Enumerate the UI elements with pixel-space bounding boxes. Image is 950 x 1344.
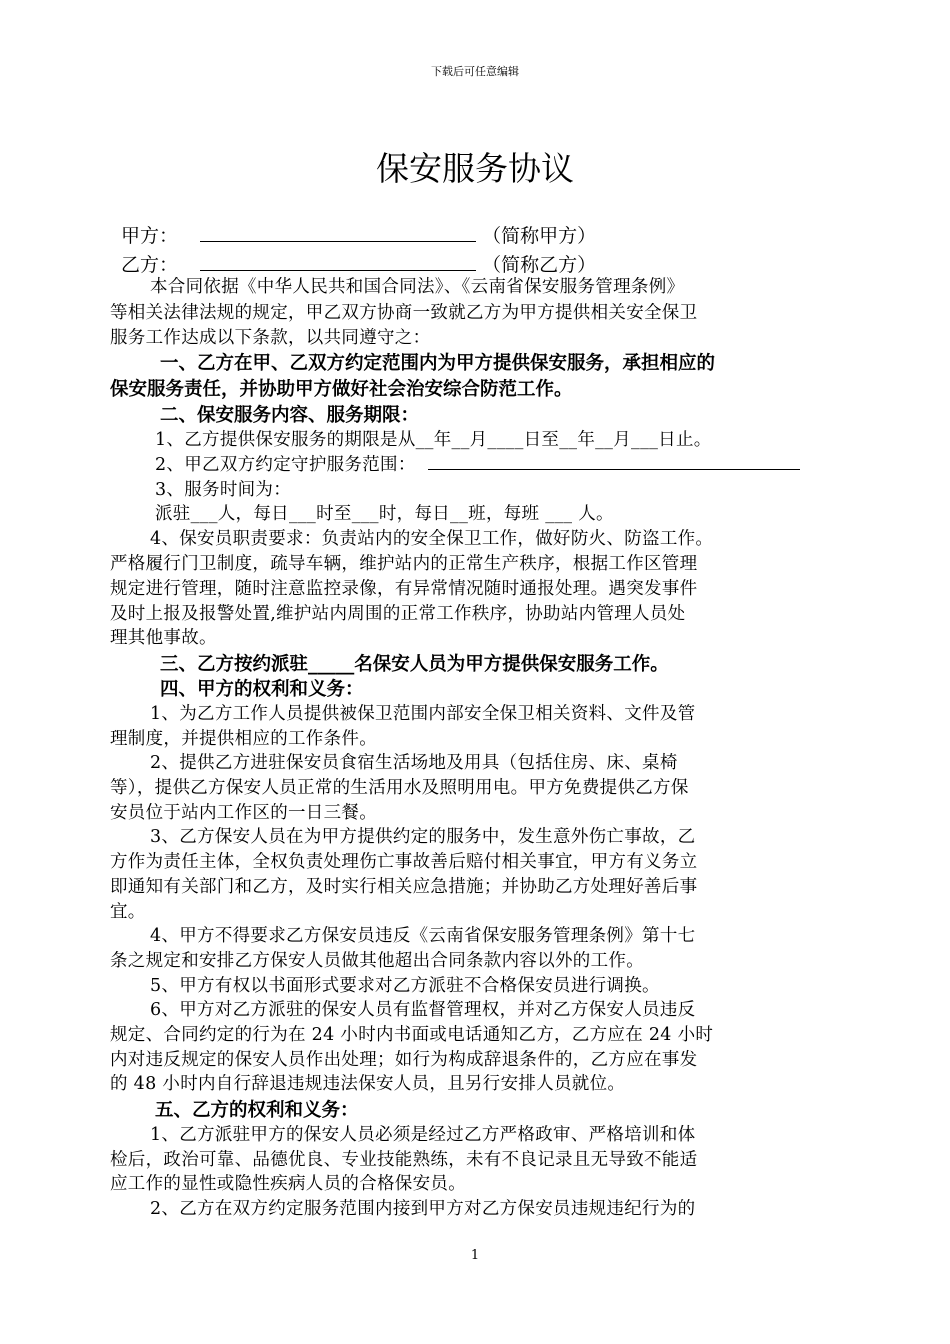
body-line: 理其他事故。 <box>110 628 217 648</box>
body-line: 规定、合同约定的行为在 24 小时内书面或电话通知乙方，乙方应在 24 小时 <box>110 1025 714 1045</box>
body-line: 2、乙方在双方约定服务范围内接到甲方对乙方保安员违规违纪行为的 <box>150 1199 696 1219</box>
section-heading: 一、乙方在甲、乙双方约定范围内为甲方提供保安服务，承担相应的 <box>160 353 716 374</box>
body-line: 服务工作达成以下条款，以共同遵守之： <box>110 328 431 348</box>
section-heading: 四、甲方的权利和义务： <box>160 679 364 700</box>
body-line: 5、甲方有权以书面形式要求对乙方派驻不合格保安员进行调换。 <box>150 976 660 996</box>
body-line: 即通知有关部门和乙方，及时实行相关应急措施；并协助乙方处理好善后事 <box>110 877 698 897</box>
section-heading: 保安服务责任，并协助甲方做好社会治安综合防范工作。 <box>110 379 573 400</box>
body-line: 3、乙方保安人员在为甲方提供约定的服务中，发生意外伤亡事故，乙 <box>150 827 696 847</box>
service-scope-blank <box>428 451 800 470</box>
body-line: 4、甲方不得要求乙方保安员违反《云南省保安服务管理条例》第十七 <box>150 926 696 946</box>
body-line: 的 48 小时内自行辞退违规违法保安人员，且另行安排人员就位。 <box>110 1074 626 1094</box>
party-b-blank <box>200 252 476 271</box>
body-line: 内对违反规定的保安人员作出处理；如行为构成辞退条件的，乙方应在事发 <box>110 1050 698 1070</box>
body-line: 及时上报及报警处置,维护站内周围的正常工作秩序，协助站内管理人员处 <box>110 604 686 624</box>
section-heading: 二、保安服务内容、服务期限： <box>160 405 420 426</box>
body-line: 派驻___人，每日___时至___时，每日__班，每班 ___ 人。 <box>155 504 614 524</box>
body-line: 严格履行门卫制度，疏导车辆，维护站内的正常生产秩序，根据工作区管理 <box>110 554 698 574</box>
party-a-suffix: （简称甲方） <box>482 225 597 247</box>
body-line: 理制度，并提供相应的工作条件。 <box>110 729 377 749</box>
body-line: 等相关法律法规的规定，甲乙双方协商一致就乙方为甲方提供相关安全保卫 <box>110 303 698 323</box>
page-number: 1 <box>470 1248 480 1263</box>
header-note: 下载后可任意编辑 <box>431 65 519 78</box>
body-line: 规定进行管理，随时注意监控录像，有异常情况随时通报处理。遇突发事件 <box>110 579 698 599</box>
body-line: 检后，政治可靠、品德优良、专业技能熟练，未有不良记录且无导致不能适 <box>110 1150 698 1170</box>
party-a-blank <box>200 223 476 242</box>
body-line: 1、乙方提供保安服务的期限是从__年__月____日至__年__月___日止。 <box>155 430 712 450</box>
section-heading: 五、乙方的权利和义务： <box>155 1100 359 1121</box>
body-line: 本合同依据《中华人民共和国合同法》、《云南省保安服务管理条例》 <box>150 277 685 297</box>
body-line: 应工作的显性或隐性疾病人员的合格保安员。 <box>110 1174 466 1194</box>
body-line: 6、甲方对乙方派驻的保安人员有监督管理权，并对乙方保安人员违反 <box>150 1000 696 1020</box>
party-b-label: 乙方： <box>121 254 179 276</box>
service-scope-line <box>155 451 800 476</box>
body-line: 宜。 <box>110 902 146 922</box>
section-heading: 三、乙方按约派驻_____名保安人员为甲方提供保安服务工作。 <box>160 654 669 675</box>
party-a-label: 甲方： <box>121 225 179 247</box>
body-line: 安员位于站内工作区的一日三餐。 <box>110 803 377 823</box>
body-line: 4、保安员职责要求：负责站内的安全保卫工作，做好防火、防盗工作。 <box>150 529 714 549</box>
party-b-suffix: （简称乙方） <box>482 254 597 276</box>
body-line: 条之规定和安排乙方保安人员做其他超出合同条款内容以外的工作。 <box>110 951 644 971</box>
body-line: 方作为责任主体，全权负责处理伤亡事故善后赔付相关事宜，甲方有义务立 <box>110 852 698 872</box>
body-line: 3、服务时间为： <box>155 480 292 500</box>
body-line: 1、乙方派驻甲方的保安人员必须是经过乙方严格政审、严格培训和体 <box>150 1125 696 1145</box>
party-a-line <box>121 221 596 248</box>
document-title: 保安服务协议 <box>376 149 574 188</box>
body-line: 等），提供乙方保安人员正常的生活用水及照明用电。甲方免费提供乙方保 <box>110 778 689 798</box>
body-line: 1、为乙方工作人员提供被保卫范围内部安全保卫相关资料、文件及管 <box>150 704 696 724</box>
body-line: 2、提供乙方进驻保安员食宿生活场地及用具（包括住房、床、桌椅 <box>150 753 678 773</box>
body-line: 2、甲乙双方约定守护服务范围： <box>155 455 416 475</box>
